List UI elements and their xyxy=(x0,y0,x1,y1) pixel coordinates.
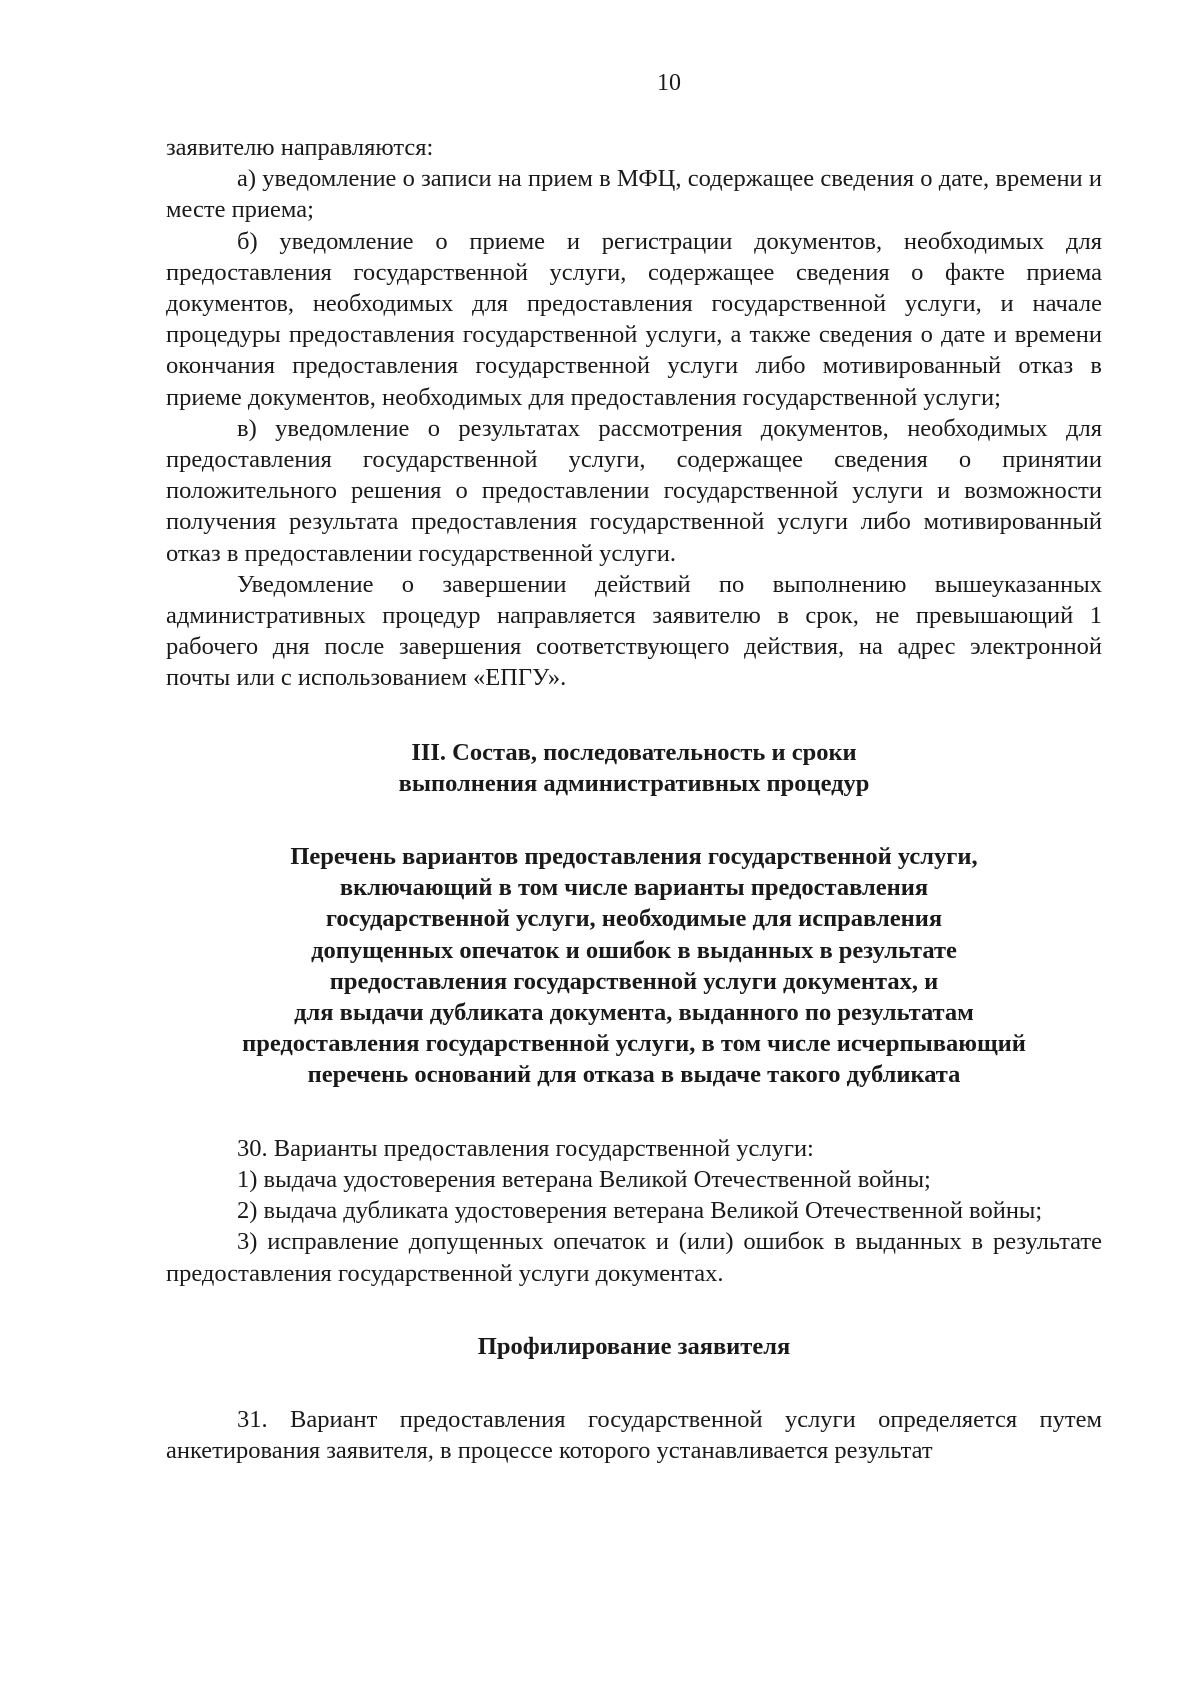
list-item-variant-2: 2) выдача дубликата удостоверения ветерана Великой Отечественной войны; xyxy=(237,1197,1043,1225)
paragraph-item-v: в) уведомление о результатах рассмотрения документов, необходимых для предоставления государственной услуги, содержащее сведения о принятии положительного решения о предоставлении государственной услуги и возможности получения результата предоставления государственной услуги либо мотивированный отказ в предоставлении государственной услуги. xyxy=(166,414,1102,567)
list-item-variant-3: 3) исправление допущенных опечаток и (или) ошибок в выданных в результате предоставления государственной услуги документах. xyxy=(166,1228,1102,1287)
paragraph-30: 30. Варианты предоставления государственной услуги: xyxy=(237,1134,814,1162)
sub-heading-line: допущенных опечаток и ошибок в выданных в результате xyxy=(311,936,957,964)
page-number: 10 xyxy=(657,70,681,96)
paragraph-item-b: б) уведомление о приеме и регистрации документов, необходимых для предоставления государственной услуги, содержащее сведения о факте приема документов, необходимых для предоставления государственной услуги, и начале процедуры предоставления государственной услуги, а также сведения о дате и времени окончания предоставления государственной услуги либо мотивированный отказ в приеме документов, необходимых для предоставления государственной услуги; xyxy=(166,227,1102,411)
spacer xyxy=(166,1091,1102,1133)
profiling-heading: Профилирование заявителя xyxy=(477,1332,791,1360)
sub-heading-line: предоставления государственной услуги, в том числе исчерпывающий xyxy=(242,1030,1026,1058)
sub-heading-line: предоставления государственной услуги документах, и xyxy=(329,967,939,995)
spacer xyxy=(166,1362,1102,1404)
sub-heading-line: включающий в том числе варианты предоставления xyxy=(339,874,929,902)
paragraph-notifications-intro: заявителю направляются: xyxy=(166,134,434,161)
sub-heading-line: для выдачи дубликата документа, выданного по результатам xyxy=(294,999,974,1027)
spacer xyxy=(166,694,1102,737)
paragraph-completion-notice: Уведомление о завершении действий по выполнению вышеуказанных административных процедур направляется заявителю в срок, не превышающий 1 рабочего дня после завершения соответствующего действия, на адрес электронной почты или с использованием «ЕПГУ». xyxy=(166,570,1102,692)
page-body xyxy=(166,132,1102,1466)
section-heading xyxy=(166,737,1102,799)
sub-heading-line: Перечень вариантов предоставления государственной услуги, xyxy=(290,843,978,871)
section-heading-line: III. Состав, последовательность и сроки xyxy=(411,738,857,766)
list-item-variant-1: 1) выдача удостоверения ветерана Великой Отечественной войны; xyxy=(237,1165,931,1193)
spacer xyxy=(166,799,1102,841)
paragraph-31: 31. Вариант предоставления государственной услуги определяется путем анкетирования заявителя, в процессе которого устанавливается результат xyxy=(166,1405,1102,1465)
section-heading-line: выполнения административных процедур xyxy=(398,769,870,797)
sub-heading-line: перечень оснований для отказа в выдаче такого дубликата xyxy=(307,1061,961,1089)
spacer xyxy=(166,1289,1102,1331)
sub-heading-line: государственной услуги, необходимые для исправления xyxy=(325,905,943,933)
sub-heading xyxy=(166,841,1102,1091)
paragraph-item-a: а) уведомление о записи на прием в МФЦ, содержащее сведения о дате, времени и месте приема; xyxy=(166,165,1102,224)
